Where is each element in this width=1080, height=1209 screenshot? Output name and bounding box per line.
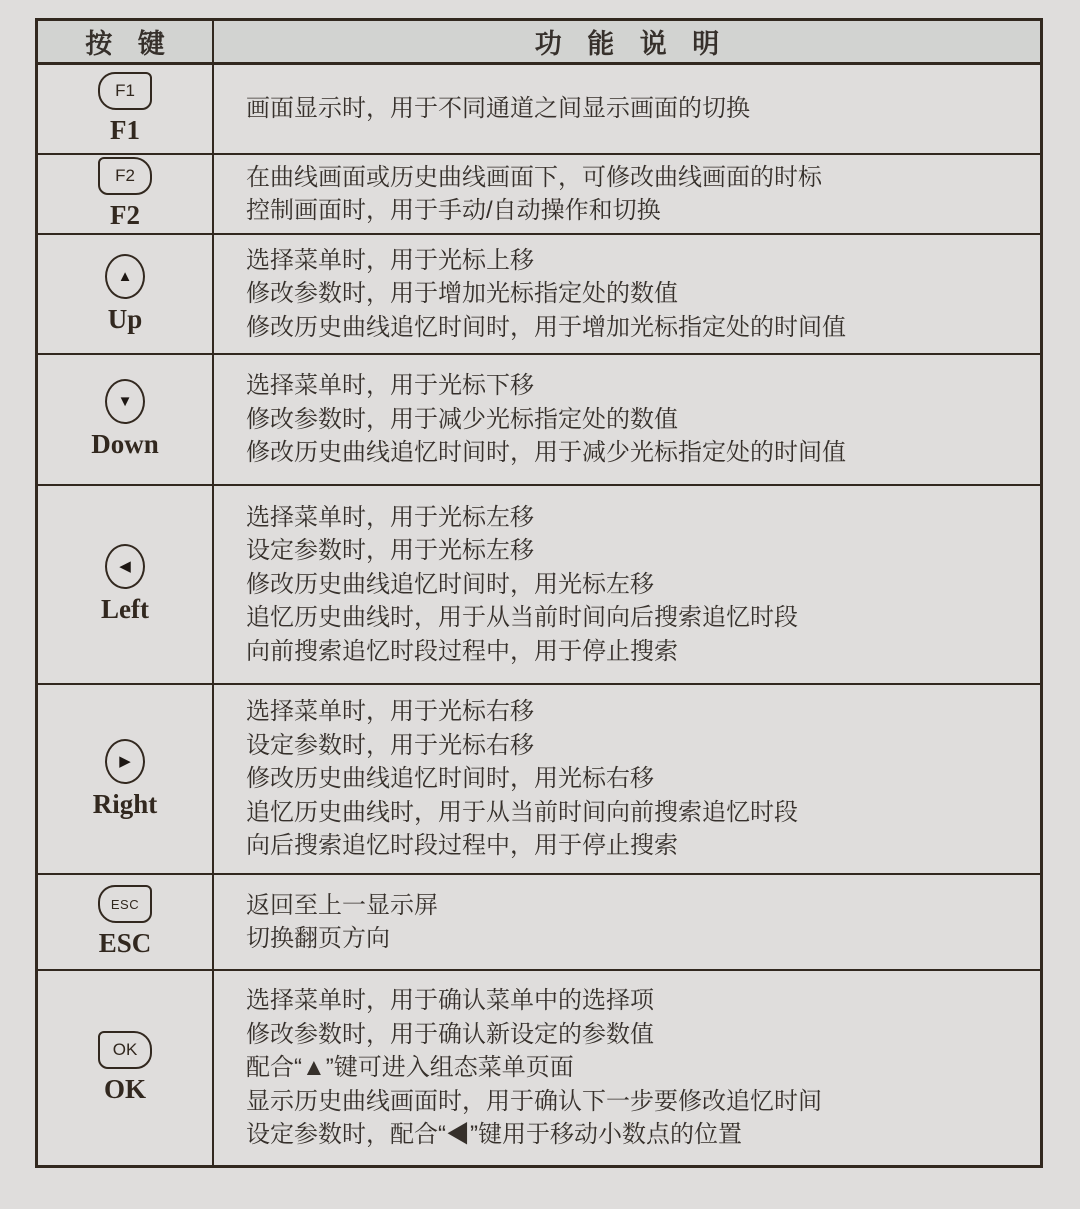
ok-keycap-icon [98, 1031, 152, 1069]
down-arrow-icon [105, 379, 145, 424]
table-row-esc [38, 875, 1040, 971]
esc-keycap-text: ESC [110, 896, 140, 912]
key-label-down: Down [91, 429, 159, 459]
desc-line: 设定参数时，用于光标右移 [246, 731, 534, 759]
desc-line: 设定参数时，用于光标左移 [246, 537, 534, 565]
desc-line: 画面显示时，用于不同通道之间显示画面的切换 [246, 95, 750, 123]
up-triangle-glyph: ▲ [117, 267, 133, 285]
description-cell-right [214, 685, 1040, 873]
desc-line: 追忆历史曲线时，用于从当前时间向前搜索追忆时段 [246, 798, 798, 826]
desc-line: 修改历史曲线追忆时间时，用于减少光标指定处的时间值 [246, 439, 846, 467]
f1-keycap-icon [98, 72, 152, 110]
key-label-f2: F2 [110, 200, 140, 230]
desc-line: 切换翻页方向 [246, 925, 390, 952]
desc-line: 选择菜单时，用于光标右移 [246, 698, 534, 726]
description-cell-ok [214, 971, 1040, 1165]
f2-keycap-icon [98, 157, 152, 195]
esc-keycap-icon [98, 885, 152, 923]
ok-keycap-text: OK [112, 1040, 138, 1059]
desc-line: 修改历史曲线追忆时间时，用光标左移 [246, 570, 654, 598]
table-row-f2 [38, 155, 1040, 235]
key-cell-ok [38, 971, 214, 1165]
key-cell-right [38, 685, 214, 873]
desc-line: 向前搜索追忆时段过程中，用于停止搜索 [246, 637, 678, 665]
desc-line: 选择菜单时，用于光标上移 [246, 246, 534, 274]
desc-line: 返回至上一显示屏 [246, 891, 438, 919]
desc-line: 修改参数时，用于确认新设定的参数值 [246, 1020, 654, 1048]
table-header-row [38, 21, 1040, 65]
key-cell-f1 [38, 65, 214, 153]
desc-line: 配合“▲”键可进入组态菜单页面 [246, 1054, 574, 1082]
key-cell-left [38, 486, 214, 683]
desc-line: 选择菜单时，用于光标下移 [246, 372, 534, 400]
description-cell-f1 [214, 65, 1040, 153]
desc-line: 设定参数时，配合“◀”键用于移动小数点的位置 [246, 1121, 742, 1149]
key-cell-esc [38, 875, 214, 969]
key-function-table [35, 18, 1043, 1168]
key-label-right: Right [92, 788, 158, 819]
header-key-column: 按 键 [38, 21, 214, 62]
table-row-f1 [38, 65, 1040, 155]
left-triangle-glyph: ◀ [119, 558, 131, 575]
desc-line: 在曲线画面或历史曲线画面下，可修改曲线画面的时标 [246, 163, 822, 191]
desc-line: 修改历史曲线追忆时间时，用于增加光标指定处的时间值 [246, 313, 846, 341]
desc-line: 修改历史曲线追忆时间时，用光标右移 [246, 765, 654, 793]
down-triangle-glyph: ▼ [117, 393, 133, 410]
table-row-up [38, 235, 1040, 355]
key-label-ok: OK [103, 1074, 146, 1104]
desc-line: 选择菜单时，用于确认菜单中的选择项 [246, 987, 654, 1015]
table-row-down [38, 355, 1040, 486]
left-arrow-icon [105, 544, 145, 589]
description-cell-down [214, 355, 1040, 484]
desc-line: 控制画面时，用于手动/自动操作和切换 [246, 197, 661, 224]
desc-line: 选择菜单时，用于光标左移 [246, 503, 534, 531]
key-cell-down [38, 355, 214, 484]
description-cell-f2 [214, 155, 1040, 233]
description-cell-left [214, 486, 1040, 683]
desc-line: 向后搜索追忆时段过程中，用于停止搜索 [246, 832, 678, 860]
key-label-up: Up [107, 303, 143, 334]
desc-line: 追忆历史曲线时，用于从当前时间向后搜索追忆时段 [246, 604, 798, 632]
desc-line: 显示历史曲线画面时，用于确认下一步要修改追忆时间 [246, 1087, 822, 1115]
up-arrow-icon [105, 254, 145, 299]
right-triangle-glyph: ▶ [119, 752, 131, 770]
f2-keycap-text: F2 [115, 166, 135, 185]
desc-line: 修改参数时，用于减少光标指定处的数值 [246, 405, 678, 433]
table-row-right [38, 685, 1040, 875]
table-row-ok [38, 971, 1040, 1165]
desc-line: 修改参数时，用于增加光标指定处的数值 [246, 280, 678, 308]
right-arrow-icon [105, 739, 145, 784]
description-cell-esc [214, 875, 1040, 969]
f1-keycap-text: F1 [115, 81, 135, 100]
description-cell-up [214, 235, 1040, 353]
key-cell-f2 [38, 155, 214, 233]
header-description-column: 功 能 说 明 [534, 29, 729, 59]
table-row-left [38, 486, 1040, 685]
key-cell-up [38, 235, 214, 353]
key-label-f1: F1 [110, 115, 140, 145]
key-label-esc: ESC [98, 928, 152, 958]
key-label-left: Left [101, 594, 149, 624]
